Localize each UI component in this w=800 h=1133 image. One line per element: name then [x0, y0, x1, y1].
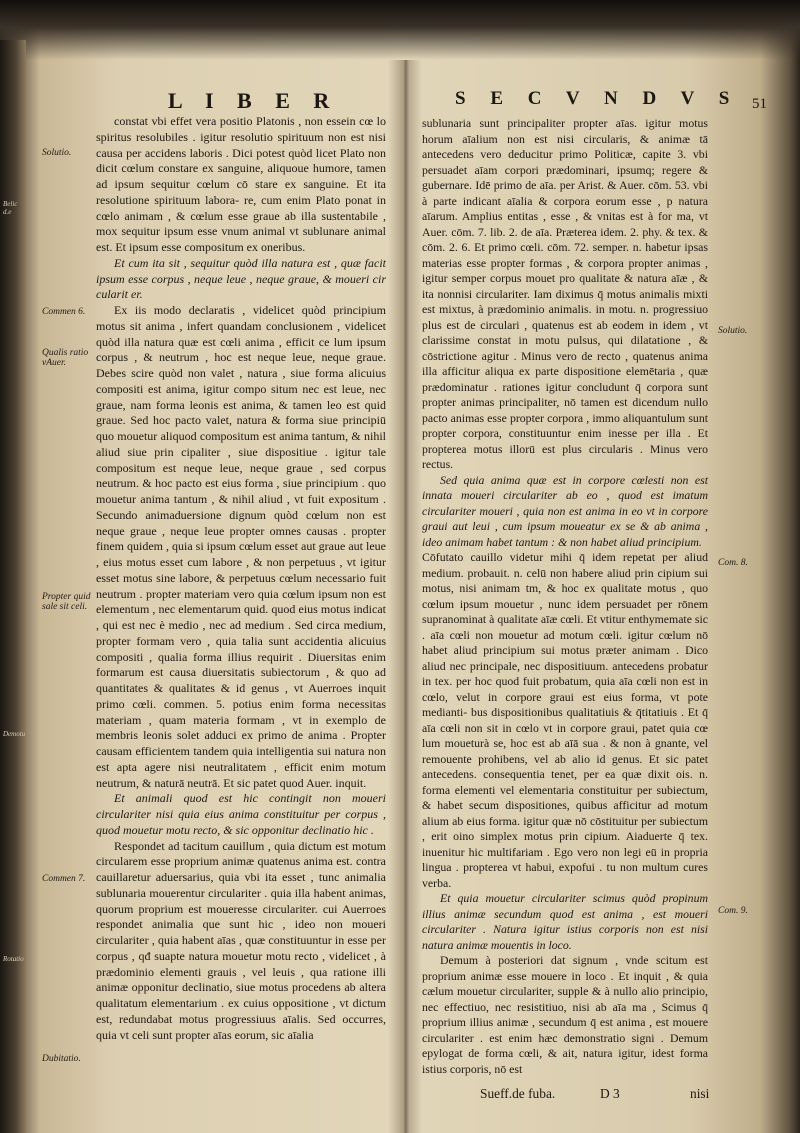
paragraph: Sed quia anima quæ est in corpore cœlesti non est innata moueri circulariter ab eo , quod est imatum circulariter moueri , quia non est anima in eo vt in corpore graui aut leui , cum ipsum moueatur ex se & ab anima , ideo animam habet tantum : & non habet aliud principium. [422, 472, 708, 549]
signature-mark: D 3 [600, 1086, 620, 1101]
left-text-column [96, 114, 386, 1043]
strip-note: Rotatio [3, 955, 24, 963]
margin-note: Solutio. [42, 148, 72, 158]
paragraph: Cōfutato cauillo videtur mihi q̄ idem repetat per aliud medium. probauit. n. celū non habere aliud prin cipium sui motus, nisi animam tm, & hoc ex qualitate motus , quo cœlum ipsum mouetur , nunc idem persuadet per rōnem supranominat à qualitate aīæ cœli. Et vtitur enthymemate sic . aīa cœli non mouetur ad motum cœli. igitur cœlum nō habet aliud principium sui motus præter animam . Dico aliud nec principale, nec dispositiuum. antecedens probatur in tex. per hoc quod fuit probatum, quia aīa cœli non est in cœlo, velut in corpore graui est eius forma, vt pote medianti- bus dispositionibus qualitatiuis & q̄titatiuis . Et q̄ aīa cœli non sit in cœlo vt in corpore graui, patet quia cœ lum moueturà se, hoc est ab aīā sua . & non à gnante, vel remouente prohibens, vel ab alio id genus. Et sic patet antecedens. consequentia tenet, per ea quæ dixit ois. n. forma elementi vel elementaria constituitur per subiectum, & habet secum dispositiones, quibus afficitur ad motum alium ab eius forma. igitur quæ nō cōstituitur per subiectum , erit oino simplex motus prin cipium. Aiaduerte q̄ tex. inuenitur hic multifariam . Ego vero non legi eū in propria lingua . propterea vt habui, expofui . tu non multum cures verba. [422, 550, 708, 890]
folio-number: 51 [752, 96, 767, 112]
margin-note: Com. 8. [718, 558, 748, 568]
paragraph: Et animali quod est hic contingit non moueri circulariter nisi quia eius anima constituitur per corpus , quod mouetur motu recto, & sic opponitur declinatio hic . [96, 791, 386, 837]
margin-note: Qualis ratio vAuer. [42, 348, 89, 368]
paragraph: sublunaria sunt principaliter propter aīas. igitur motus horum aīalium non est nisi circularis, & animæ tā antecedens vero deducitur primo Politicæ, capite 3. vbi persuadet aīam corpori prædominari, ipsumq; regere & gubernare. Idē primo de aīa. per Arist. & Auer. cōm. 53. vbi à parte indicant aīalia & corpora eorum esse , p natura aīarum. Amplius entitas , esse , & vnitas est à for ma, vt Auer. cōm. 7. lib. 2. de aīa. Præterea idem. 2. phy. & tex. & cōm. 2. 6. Et primo cœli. cōm. 72. semper. n. habetur ipsas materias esse propter formas , & corpora propter animas , igitur semper corpus mouet pro qualitate & natura aīæ , & ita nonnisi circulariter. Iam diximus q̄ motus animalis mixti est mixtus, à prædominio animalis. in motu. n. progressiuo plus est de circulari , quatenus est ab eodem in idem , vt clarissime constat in motu pulsus, qui dilatatione , & cōstrictione agitur . Minus vero de recto , quatenus anima illa afficitur aliqua ex parte dispositione elemētaria , quæ prædominatur . rationes igitur concludunt q̄ corpora sunt propter animas principaliter, nō tamen est dicendum nullo pacto animas esse propter corpora , immo aliquantulum sunt propter corpora, constituuntur enim inesse per illa . Et propterea motus illorū est plus circularis . Minus vero rectus. [422, 116, 708, 471]
catchword: nisi [690, 1086, 710, 1101]
book-gutter [388, 60, 422, 1133]
margin-note: Dubitatio. [42, 1054, 81, 1064]
paragraph: Ex iis modo declaratis , videlicet quòd principium motus sit anima , infert quandam conclusionem , videlicet quòd illa natura quæ est cœli anima , efficit ce lum ipsum corpus , & neutrum , hoc est neque leue, neque graue. Debes scire quòd non valet , natura , siue forma alicuius compositi est anima, igitur compo situm nec est leue, nec graue, nam forma leonis est anima, & tamen leo est quid graue. Sed hoc pacto valet, natura & forma siue principiū quo mouetur aliquod compositum est anima tantum, & nihil aliud siue prin cipaliter , siue dispositiue . igitur tale compositum est neque leue, neque graue , sed corpus neutrum. & hoc pacto est eius forma , siue principium . quo mouetur anima tantum , & nihil aliud , vt fuit expositum . Secundo animaduersione dignum quòd cœlum non est neque graue , neque leue propter omnes causas . propter finem quidem , quia si ipsum cœlum esset aut graue aut leue , eius motus esset cum labore , & non perpetuus , vt igitur esset motus sine labore, & perpetuus cœlum necessario fuit neutrum . propter materiam vero quia cœlum ipsum non est elementum , nec elementarum quid. quod eius motus indicat , qui est nec è medio , nec ad medium . Sed circa medium, propter formam vero , quia talia sunt accidentia alicuius compositi , qualia forma illius requirit . Diuersitas enim formarum est causa diuersitatis subiectorum , & quo ad quantitates & qualitates & id genus , vt Auerroes inquit primo cœli. commen. 5. potius enim forma necessitas materiam , quam materia formam , vt in exemplo de membris leonis solet adduci ex primo de anima . Propter causam efficientem tandem quia intelligentia sui natura non est apta agere nisi neutralitatem , efficit enim motum neutrum, & naturā neutrā. Et sic patet quod Auer. inquit. [96, 303, 386, 790]
top-shadow [0, 0, 800, 60]
paragraph: Et cum ita sit , sequitur quòd illa natura est , quæ facit ipsum esse corpus , neque leue , neque graue, & moueri cir cularit er. [96, 255, 386, 302]
margin-note: Commen 7. [42, 874, 86, 884]
paragraph: constat vbi effet vera positio Platonis , non essein cœ lo spiritus resolubiles . igitur resolutio spirituum non est nisi causa per accidens laboris . Dici potest quòd licet Plato non dicit cœlum constare ex sanguine, aliquoue humore, tamen ad ipsum sequitur cœlum cō stare ex sanguine. Et ita resolutione spirituum labora- re, cum enim Plato ponat in cœlo animam , & cœlum esse graue ab illa sustentabile , mox sequitur ipsum esse vnum animal vt sublunare animal est. Et ipsum esse compositum ex oneribus. [96, 114, 386, 254]
right-running-head: S E C V N D V S [455, 88, 740, 109]
margin-note: Com. 9. [718, 906, 748, 916]
strip-note: Belic d.e [3, 200, 18, 216]
catchword-line: Sueff.de fuba. [480, 1086, 556, 1101]
margin-note: Propter quid sale sit celi. [42, 592, 91, 612]
margin-note: Solutio. [718, 326, 748, 336]
paragraph: Et quia mouetur circulariter scimus quòd propinum illius animæ secundum quod est anima , est moueri circulariter . Natura igitur istius corporis non est nisi natura animæ mouentis in loco. [422, 891, 708, 952]
left-running-head: L I B E R [168, 88, 339, 113]
paragraph: Respondet ad tacitum cauillum , quia dictum est motum circularem esse proprium animæ quatenus anima est. contra cauillaretur aduersarius, quia vbi ita esset , tunc animalia sublunaria mouerentur circulariter . quia illa habent animas, quorum proprium est moueresse circulariter. cui Auerroes respondet animalia que sunt hic , ideo non moueri circulariter , quia habent aīas , quæ constituuntur in esse per corpus , qđ suapte natura mouetur motu recto , videlicet , à prædominio elementi grauis , vel leuis , qua ratione illi animæ opponitur declinatio, siue motus procedens ab altera qualitatum elementarium . ex cuius oppositione , vt dictum est, redundabat motus progressiuus aīalis. Sed occurres, quia vt celi sunt propter aīas eorum, sic aīalia [96, 838, 386, 1042]
strip-note: Demotu [3, 730, 26, 738]
margin-note: Commen 6. [42, 307, 86, 317]
right-text-column [422, 116, 708, 1077]
paragraph: Demum à posteriori dat signum , vnde scitum est proprium animæ esse mouere in loco . Et inquit , & quia cælum mouetur circulariter, supple & à nullo alio principio, nec effectiuo, nec resistitiuo, nisi ab aīa ma , Scimus q̄ proprium illius animæ , secundum q̄ est anima , est mouere circulariter . est enim hæc demonstratio signi . Demum epylogat de forma cœli, & ait, natura igitur, idest forma istius corporis, nō est [422, 953, 708, 1076]
